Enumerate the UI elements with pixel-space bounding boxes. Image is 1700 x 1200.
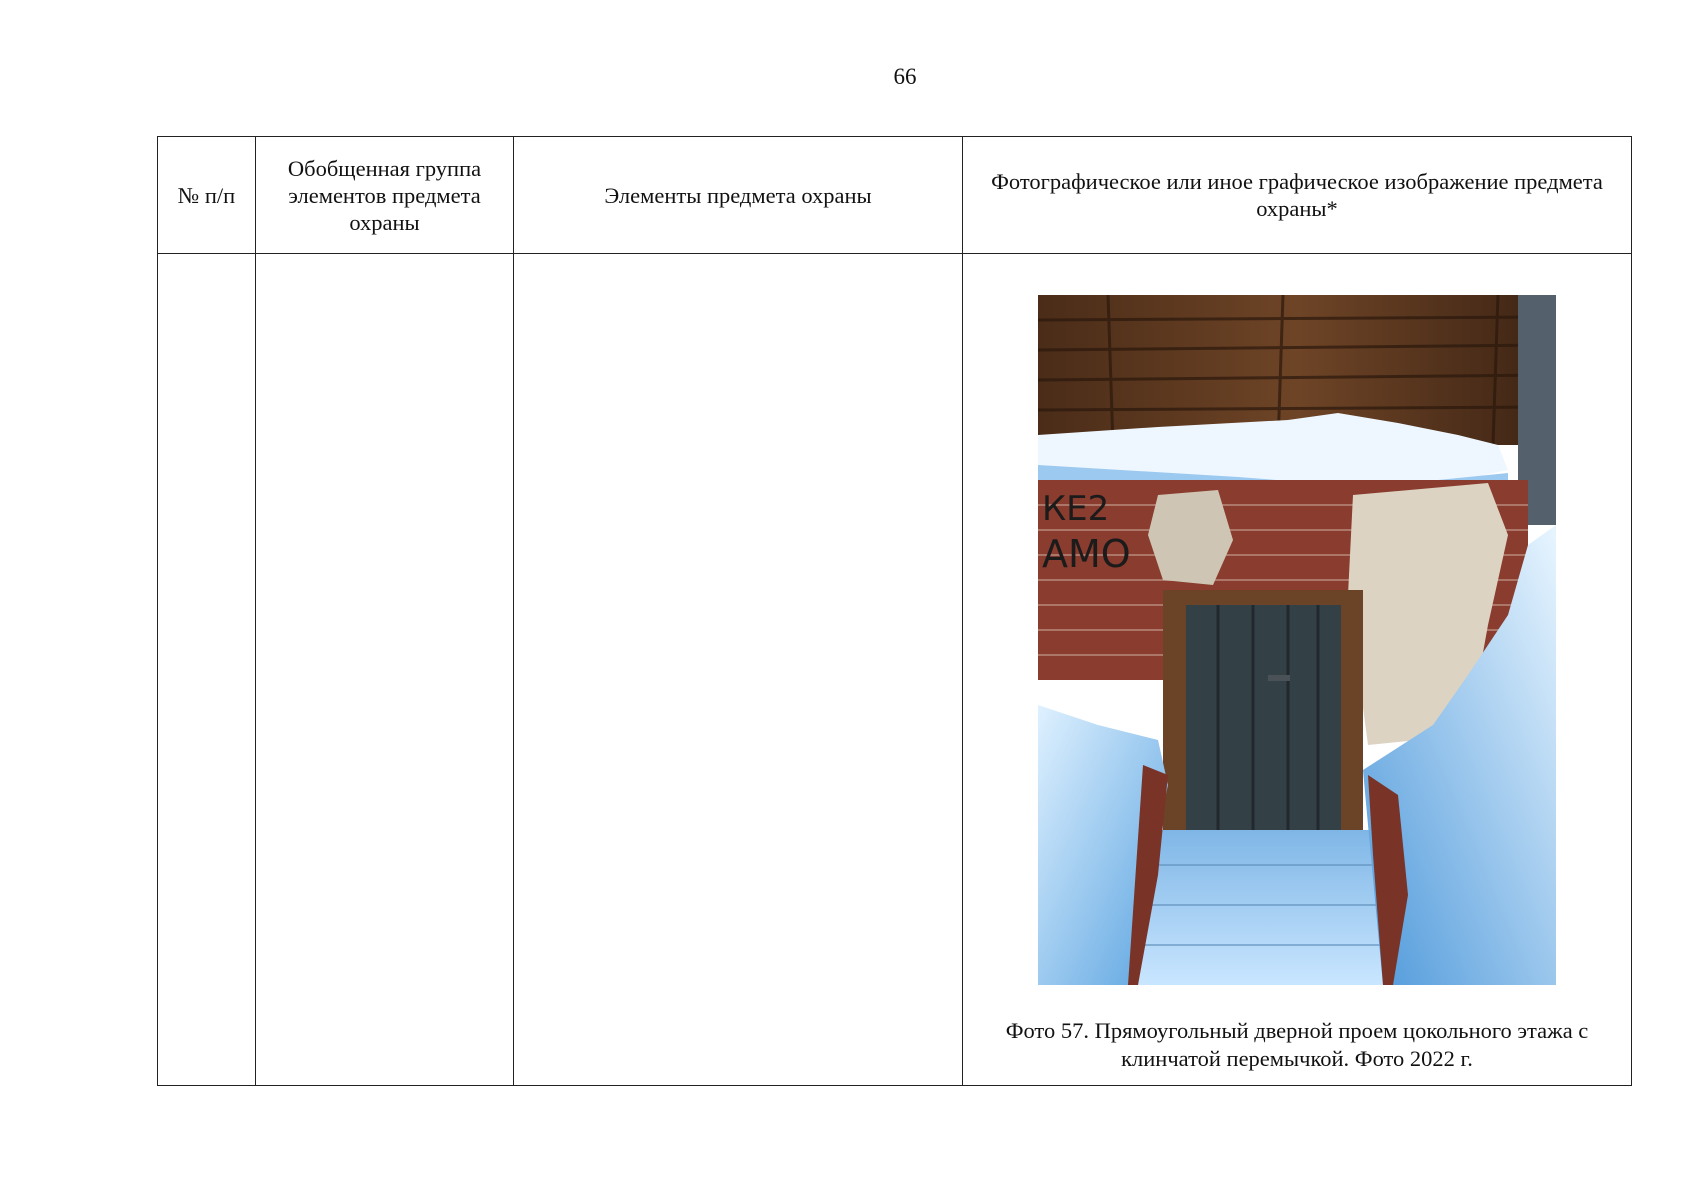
photo-graffiti-bottom: АМО [1042,531,1131,576]
photo-graffiti-top: КЕ2 [1042,488,1110,529]
cell-number [158,254,256,1086]
cell-elements [514,254,963,1086]
table-header-row [158,137,1632,254]
protection-table [157,136,1632,1086]
page-number: 66 [893,64,917,89]
photo-basement-doorway [1038,295,1556,985]
header-group: Обобщенная группа элементов предмета охраны [256,137,514,254]
table-row [158,254,1632,1086]
header-number: № п/п [158,137,256,254]
cell-photo [963,254,1632,1086]
header-elements: Элементы предмета охраны [514,137,963,254]
photo-caption: Фото 57. Прямоугольный дверной проем цокольного этажа с клинчатой перемычкой. Фото 2022 г. [1005,1017,1589,1071]
cell-group [256,254,514,1086]
header-photo: Фотографическое или иное графическое изображение предмета охраны* [963,137,1632,254]
